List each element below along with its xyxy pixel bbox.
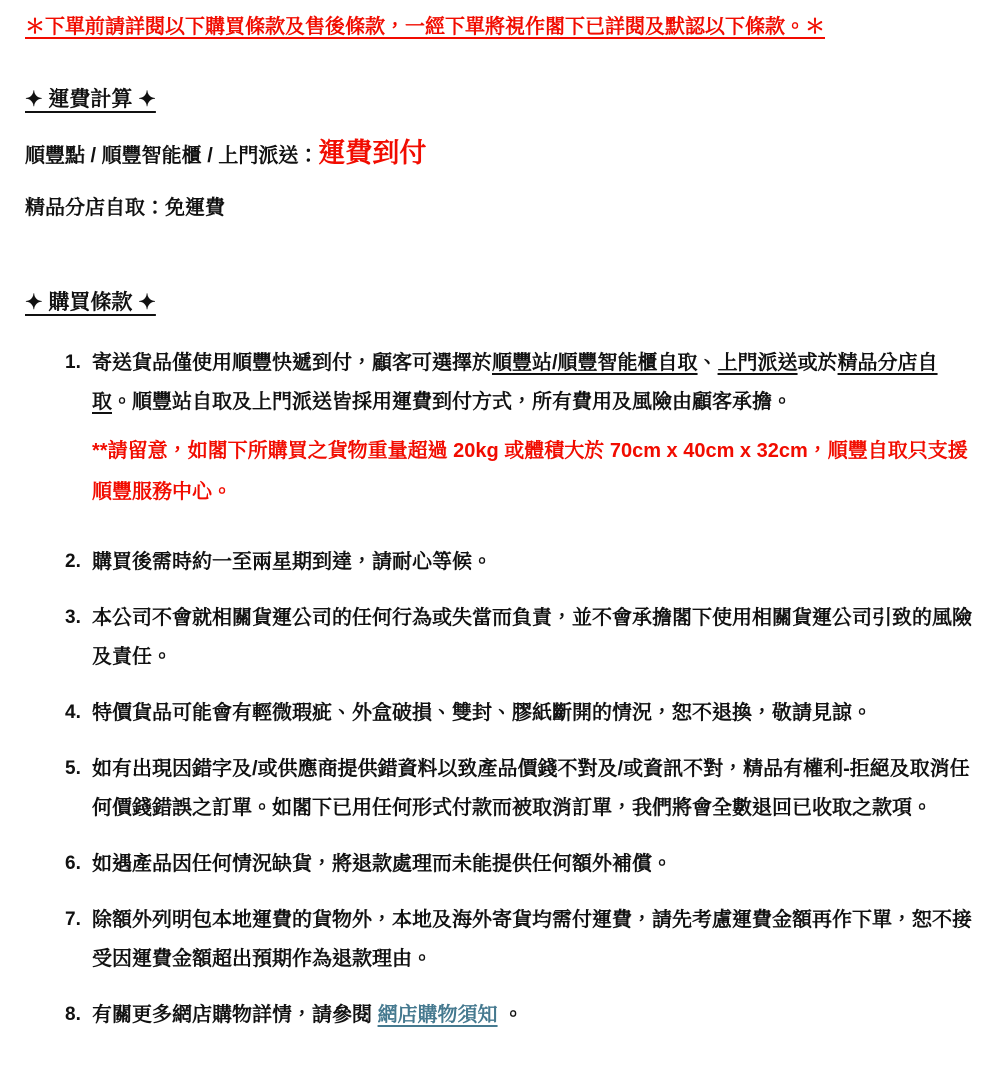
term-item-6 [65,845,975,884]
item-body [92,599,975,677]
item-text: 如遇產品因任何情況缺貨，將退款處理而未能提供任何額外補償。 [92,852,672,875]
text-segment: 。 [497,1003,524,1026]
item-body [92,845,975,884]
item-number: 7. [65,908,81,930]
sf-shipping-line [25,140,975,171]
item-text: 除額外列明包本地運費的貨物外，本地及海外寄貨均需付運費，請先考慮運費金額再作下單，恕不接受因運費金額超出預期作為退款理由。 [92,908,972,970]
text-segment: 、 [697,351,718,374]
term-item-1 [65,344,975,526]
purchase-terms-heading: ✦ 購買條款 ✦ [25,291,156,315]
term-item-7 [65,901,975,979]
text-segment: 有關更多網店購物詳情，請參閱 [92,1003,378,1026]
item-text [92,344,975,422]
item-number: 3. [65,606,81,628]
item-number: 1. [65,351,81,373]
item-number: 5. [65,757,81,779]
item-body [92,750,975,828]
term-item-2 [65,543,975,582]
pre-order-notice: ＊下單前請詳閱以下購買條款及售後條款，一經下單將視作閣下已詳閱及默認以下條款。＊ [25,16,825,38]
term-item-4 [65,694,975,733]
terms-list [25,344,975,1035]
item-text: 如有出現因錯字及/或供應商提供錯資料以致產品價錢不對及/或資訊不對，精品有權利-拒絕及取消任何價錢錯誤之訂單。如閣下已用任何形式付款而被取消訂單，我們將會全數退回已收取之款項。 [92,757,970,819]
item-number: 6. [65,852,81,874]
item-body [92,901,975,979]
item-text: 特價貨品可能會有輕微瑕疵、外盒破損、雙封、膠紙斷開的情況，恕不退換，敬請見諒。 [92,701,872,724]
item-text: 購買後需時約一至兩星期到達，請耐心等候。 [92,550,492,573]
underlined-segment-store-pickup: 精品分店自取 [92,351,938,413]
text-segment: 。順豐站自取及上門派送皆採用運費到付方式，所有費用及風險由顧客承擔。 [112,390,792,413]
term-item-3 [65,599,975,677]
term-item-5 [65,750,975,828]
text-segment: 或於 [797,351,838,374]
shipping-methods-label: 順豐點 / 順豐智能櫃 / 上門派送： [25,145,319,168]
weight-limit-note: **請留意，如閣下所購買之貨物重量超過 20kg 或體積大於 70cm x 40cm x 32cm，順豐自取只支援順豐服務中心。 [92,439,968,503]
item-body [92,543,975,582]
item-text [92,996,975,1035]
freight-collect-highlight: 運費到付 [318,138,427,169]
store-pickup-line: 精品分店自取：免運費 [25,197,225,220]
term-item-8 [65,996,975,1035]
item-text: 本公司不會就相關貨運公司的任何行為或失當而負責，並不會承擔閣下使用相關貨運公司引致的風險及責任。 [92,606,972,668]
item-number: 4. [65,701,81,723]
item-body [92,694,975,733]
item-number: 2. [65,550,81,572]
item-number: 8. [65,1003,81,1025]
underlined-segment-sf-locker-pickup: 順豐站/順豐智能櫃自取 [492,351,698,374]
underlined-segment-home-delivery: 上門派送 [717,351,798,374]
text-segment: 寄送貨品僅使用順豐快遞到付，顧客可選擇於 [92,351,492,374]
item-body [92,344,975,526]
shipping-fee-heading: ✦ 運費計算 ✦ [25,88,156,111]
item-body [92,996,975,1035]
shop-guide-link[interactable]: 網店購物須知 [377,1003,498,1026]
